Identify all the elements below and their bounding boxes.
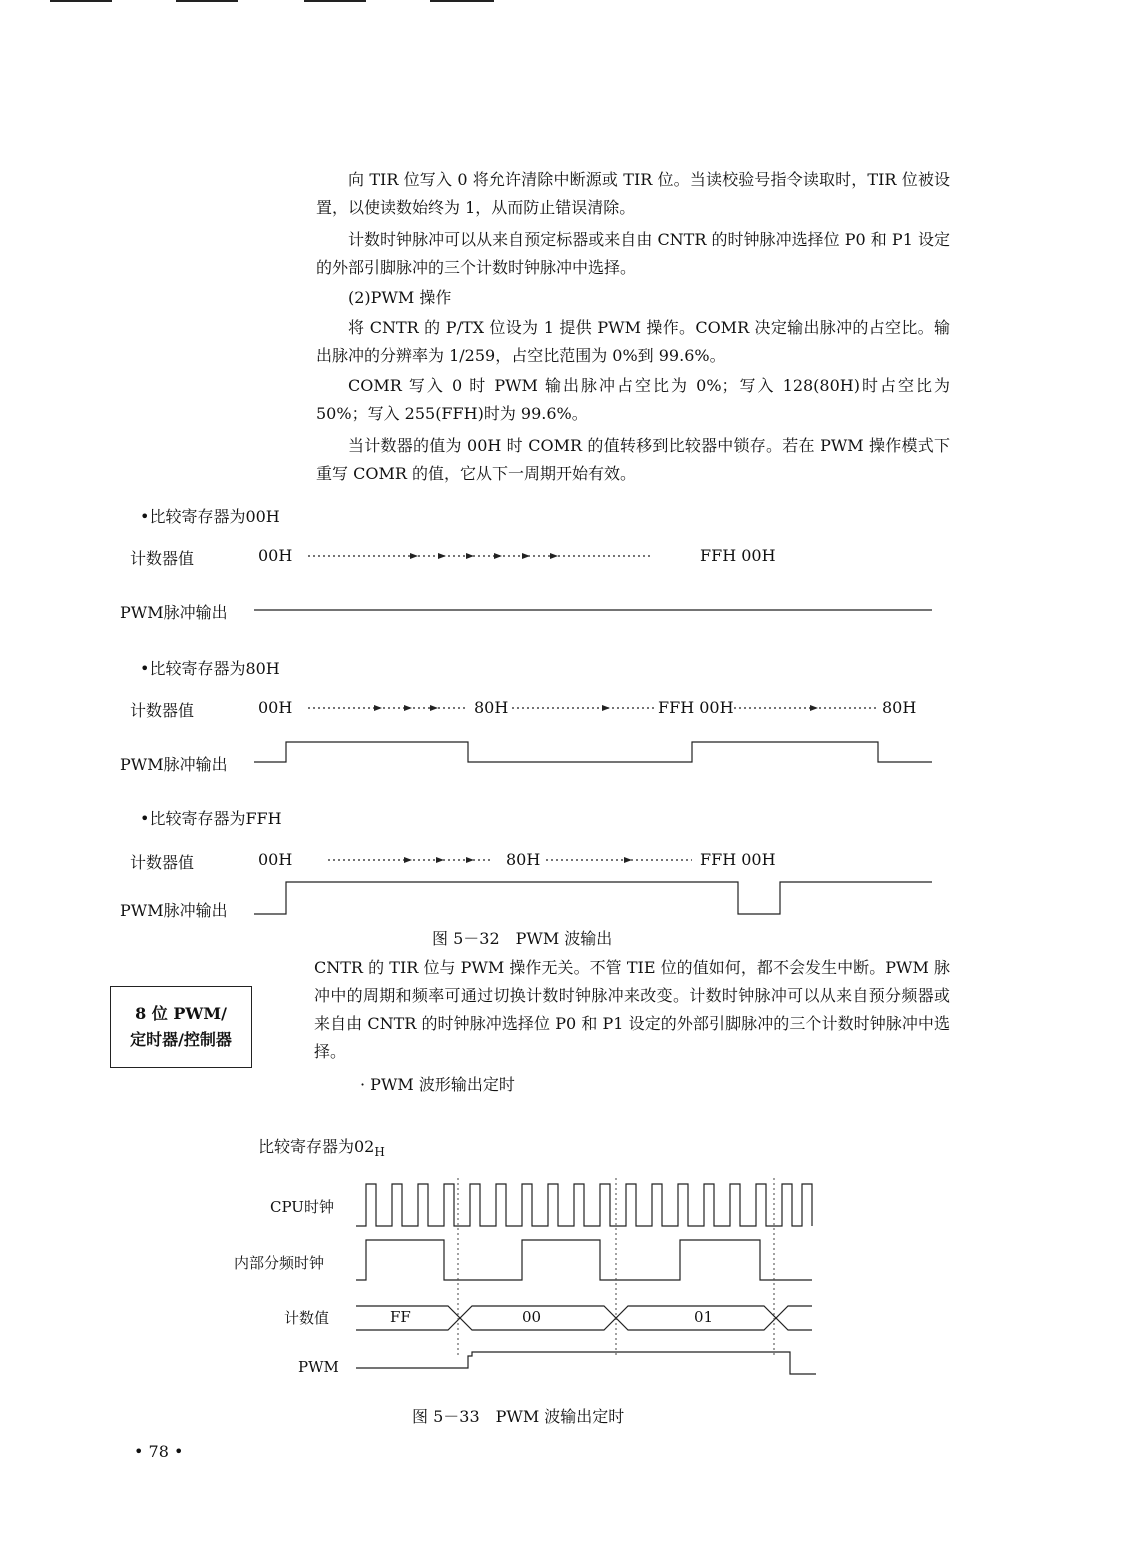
- fig33-title: [258, 1134, 385, 1159]
- fig33-title-sub: H: [374, 1145, 385, 1160]
- fig32-mark-80h-b2: 80H: [882, 698, 917, 717]
- fig32-mark-ffh-a: FFH 00H: [700, 546, 776, 565]
- paragraph-tir-pwm: CNTR 的 TIR 位与 PWM 操作无关。不管 TIE 位的值如何，都不会发生中断。PWM 脉冲中的周期和频率可通过切换计数时钟脉冲来改变。计数时钟脉冲可以从来自预分频器或来自由 CNTR 的时钟脉冲选择位 P0 和 P1 设定的外部引脚脉冲的三个计数时钟脉冲中选择。: [314, 958, 950, 1061]
- sidebar-line-2: 定时器/控制器: [130, 1030, 232, 1049]
- fig32-pwm-label-3: PWM脉冲输出: [120, 901, 228, 920]
- fig33-div-clock: [356, 1240, 812, 1280]
- bullet-pwm-timing: · PWM 波形输出定时: [360, 1075, 515, 1094]
- fig32-title-00h: •比较寄存器为00H: [140, 507, 280, 526]
- fig32-title-80h: •比较寄存器为80H: [140, 659, 280, 678]
- fig32-title-ffh: •比较寄存器为FFH: [140, 809, 282, 828]
- fig33-count-label: 计数值: [284, 1309, 330, 1327]
- fig33-title-main: 比较寄存器为02: [258, 1137, 375, 1156]
- paragraph-tir: 向 TIR 位写入 0 将允许清除中断源或 TIR 位。当读校验号指令读取时，TIR 位被设置，以使读数始终为 1，从而防止错误清除。: [316, 170, 950, 217]
- fig32-mark-80h-c: 80H: [506, 850, 541, 869]
- paragraph-clock: 计数时钟脉冲可以从来自预定标器或来自由 CNTR 的时钟脉冲选择位 P0 和 P1 设定的外部引脚脉冲的三个计数时钟脉冲中选择。: [316, 230, 950, 277]
- fig33-count-ff: FF: [390, 1308, 411, 1326]
- paragraph-latch: 当计数器的值为 00H 时 COMR 的值转移到比较器中锁存。若在 PWM 操作模式下重写 COMR 的值，它从下一周期开始有效。: [316, 436, 950, 483]
- fig32-pwm-label-1: PWM脉冲输出: [120, 603, 228, 622]
- fig33-cpu-label: CPU时钟: [270, 1198, 334, 1216]
- sidebar-box: [110, 986, 252, 1068]
- fig32-pwm-line-3: [254, 882, 932, 914]
- fig32-pwm-line-2: [254, 742, 932, 762]
- fig32-counter-label-1: 计数器值: [130, 549, 195, 568]
- fig32-mark-80h-b: 80H: [474, 698, 509, 717]
- paragraph-comr: COMR 写入 0 时 PWM 输出脉冲占空比为 0%；写入 128(80H)时占空比为 50%；写入 255(FFH)时为 99.6%。: [316, 376, 950, 423]
- fig32-caption: 图 5－32 PWM 波输出: [432, 929, 613, 948]
- fig32-mark-00h-b: 00H: [258, 698, 293, 717]
- section-heading-pwm: (2)PWM 操作: [348, 288, 452, 307]
- fig32-counter-label-2: 计数器值: [130, 701, 195, 720]
- fig33-div-label: 内部分频时钟: [234, 1254, 325, 1272]
- fig33-pwm-output: [356, 1352, 816, 1374]
- paragraph-pwm-op: 将 CNTR 的 P/TX 位设为 1 提供 PWM 操作。COMR 决定输出脉冲的占空比。输出脉冲的分辨率为 1/259，占空比范围为 0%到 99.6%。: [316, 318, 950, 365]
- fig33-count-00: 00: [522, 1308, 542, 1326]
- fig33-bus-bottom: [356, 1318, 812, 1330]
- fig32-pwm-label-2: PWM脉冲输出: [120, 755, 228, 774]
- fig32-mark-00h-c: 00H: [258, 850, 293, 869]
- fig32-mark-ffh-b: FFH 00H: [658, 698, 734, 717]
- sidebar-line-1: 8 位 PWM/: [135, 1004, 227, 1023]
- fig32-counter-label-3: 计数器值: [130, 853, 195, 872]
- fig33-cpu-clock: [356, 1184, 812, 1226]
- page-number: • 78 •: [134, 1442, 184, 1461]
- fig33-pwm-label: PWM: [298, 1358, 339, 1376]
- fig33-bus-top: [356, 1306, 812, 1318]
- fig33-count-01: 01: [694, 1308, 714, 1326]
- fig33-timing-diagram: [0, 1170, 1122, 1390]
- fig32-mark-00h-a: 00H: [258, 546, 293, 565]
- fig32-mark-ffh-c: FFH 00H: [700, 850, 776, 869]
- fig33-caption: 图 5－33 PWM 波输出定时: [412, 1407, 625, 1426]
